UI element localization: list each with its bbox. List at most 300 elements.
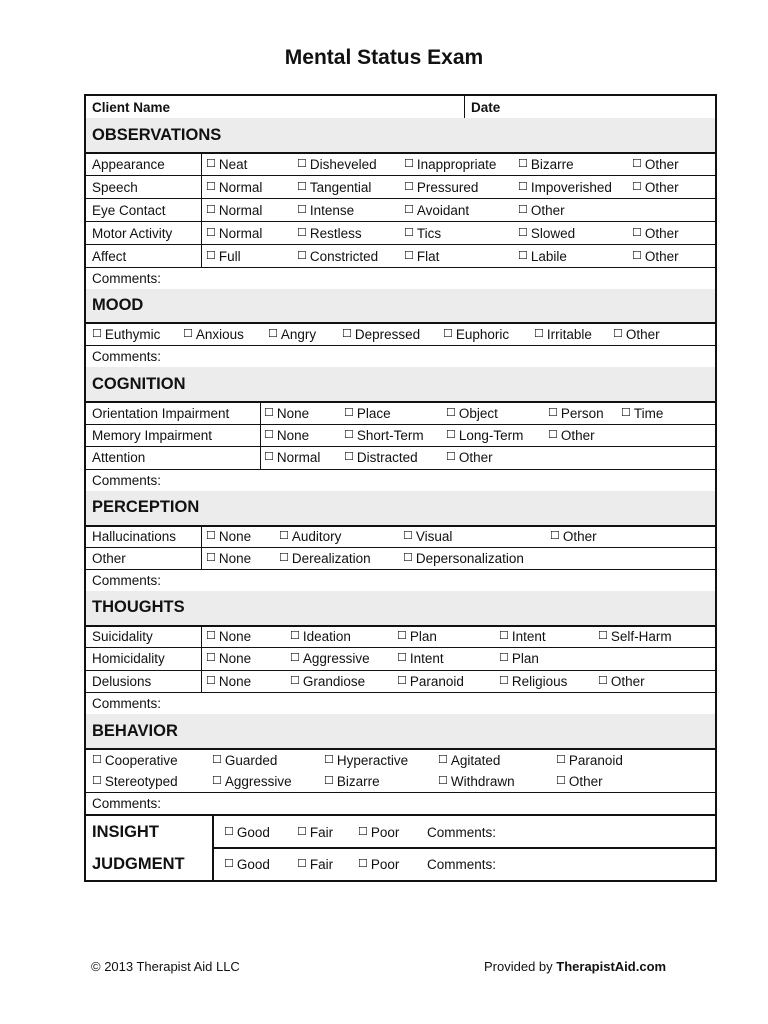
option-label: Short-Term (356, 427, 424, 443)
checkbox-icon[interactable]: ☐ (446, 406, 456, 419)
option-impoverished[interactable] (518, 176, 612, 198)
option-normal[interactable] (206, 176, 262, 198)
row-label: Eye Contact (92, 202, 166, 218)
observations-section-heading: OBSERVATIONS (86, 118, 715, 152)
checkbox-icon[interactable]: ☐ (206, 180, 216, 193)
option-label: Religious (511, 673, 568, 689)
option-label: Depressed (354, 327, 421, 342)
checkbox-icon[interactable]: ☐ (92, 753, 102, 766)
checkbox-icon[interactable]: ☐ (206, 551, 216, 564)
option-label: Visual (415, 529, 453, 544)
option-label: Normal (276, 450, 321, 466)
option-other[interactable] (550, 527, 597, 547)
thoughts-section-heading: THOUGHTS (86, 591, 715, 625)
checkbox-icon[interactable]: ☐ (264, 406, 274, 419)
column-divider (464, 96, 465, 118)
option-label: Pressured (416, 179, 479, 195)
option-none[interactable] (206, 648, 251, 670)
row-label: Memory Impairment (92, 427, 213, 443)
option-label: Derealization (291, 550, 371, 566)
option-neat[interactable] (206, 154, 247, 175)
checkbox-icon[interactable]: ☐ (92, 774, 102, 787)
option-label: Aggressive (224, 773, 292, 789)
option-stereotyped[interactable] (92, 770, 178, 792)
checkbox-icon[interactable]: ☐ (324, 774, 334, 787)
option-label: Labile (530, 248, 567, 264)
option-label: Long-Term (458, 427, 524, 443)
comments-label: Comments: (92, 472, 162, 488)
option-label: Distracted (356, 450, 418, 466)
option-label: Tangential (309, 179, 372, 195)
insight-heading: INSIGHT (92, 822, 159, 841)
checkbox-icon[interactable]: ☐ (499, 674, 509, 687)
row-label: Other (92, 550, 126, 566)
option-label: Disheveled (309, 157, 377, 172)
checkbox-icon[interactable]: ☐ (518, 158, 528, 170)
column-divider (201, 671, 202, 693)
option-short-term[interactable] (344, 425, 424, 447)
row-label: Motor Activity (92, 225, 173, 241)
option-fair[interactable] (297, 816, 333, 848)
option-good[interactable] (224, 816, 270, 848)
option-label: Poor (370, 824, 400, 840)
checkbox-icon[interactable]: ☐ (279, 530, 289, 542)
checkbox-icon[interactable]: ☐ (632, 158, 642, 170)
option-guarded[interactable] (212, 750, 277, 770)
option-derealization[interactable] (279, 548, 371, 569)
option-intense[interactable] (297, 199, 354, 221)
option-ideation[interactable] (290, 627, 351, 648)
option-poor[interactable] (358, 848, 399, 880)
checkbox-icon[interactable]: ☐ (183, 328, 193, 340)
checkbox-icon[interactable]: ☐ (404, 249, 414, 262)
option-label: Euthymic (104, 327, 161, 342)
option-withdrawn[interactable] (438, 770, 515, 792)
option-tangential[interactable] (297, 176, 371, 198)
behavior-options-row (86, 748, 715, 770)
option-label: Good (236, 824, 270, 840)
option-label: Intent (511, 629, 546, 645)
option-label: Other (644, 179, 679, 195)
option-other[interactable] (556, 770, 603, 792)
option-label: Object (458, 405, 498, 421)
option-label: Constricted (309, 248, 379, 264)
checkbox-icon[interactable]: ☐ (613, 328, 623, 340)
option-other[interactable] (632, 245, 679, 267)
option-labile[interactable] (518, 245, 567, 267)
checkbox-icon[interactable]: ☐ (550, 530, 560, 542)
insight-row (86, 814, 715, 848)
checkbox-icon[interactable]: ☐ (534, 328, 544, 340)
option-other[interactable] (446, 447, 493, 469)
client-name-field[interactable] (186, 96, 456, 118)
option-label: Fair (309, 824, 334, 840)
option-fair[interactable] (297, 848, 333, 880)
option-label: Irritable (546, 327, 592, 342)
column-divider (201, 627, 202, 648)
checkbox-icon[interactable]: ☐ (397, 630, 407, 643)
column-divider (260, 403, 261, 424)
checkbox-icon[interactable]: ☐ (446, 428, 456, 441)
checkbox-icon[interactable]: ☐ (297, 249, 307, 262)
option-auditory[interactable] (279, 527, 341, 547)
checkbox-icon[interactable]: ☐ (632, 180, 642, 193)
option-label: Other (530, 202, 565, 218)
option-label: None (218, 529, 252, 544)
option-visual[interactable] (403, 527, 452, 547)
checkbox-icon[interactable]: ☐ (290, 630, 300, 643)
option-label: Stereotyped (104, 773, 178, 789)
insight-comments-label: Comments: (427, 824, 497, 840)
column-divider (212, 816, 214, 848)
column-divider (201, 154, 202, 175)
option-none[interactable] (206, 671, 251, 693)
judgment-comments-label: Comments: (427, 856, 497, 872)
column-divider (201, 527, 202, 547)
option-object[interactable] (446, 403, 498, 424)
option-label: Cooperative (104, 752, 178, 768)
perception-section-heading: PERCEPTION (86, 491, 715, 525)
checkbox-icon[interactable]: ☐ (206, 203, 216, 216)
option-other[interactable] (598, 671, 645, 693)
option-label: Aggressive (302, 651, 370, 667)
observations-row-eye-contact (86, 198, 715, 221)
checkbox-icon[interactable]: ☐ (404, 180, 414, 193)
checkbox-icon[interactable]: ☐ (290, 674, 300, 687)
checkbox-icon[interactable]: ☐ (324, 753, 334, 766)
thoughts-row-delusions (86, 670, 715, 693)
checkbox-icon[interactable]: ☐ (358, 825, 368, 838)
option-label: Normal (218, 202, 263, 218)
option-flat[interactable] (404, 245, 439, 267)
date-label: Date (471, 99, 501, 115)
option-label: Paranoid (568, 752, 623, 768)
option-slowed[interactable] (518, 222, 575, 244)
client-header-row (86, 96, 715, 118)
option-label: Other (610, 673, 645, 689)
option-other[interactable] (632, 222, 679, 244)
option-cooperative[interactable] (92, 750, 178, 770)
option-label: Full (218, 248, 241, 264)
option-agitated[interactable] (438, 750, 500, 770)
comments-label: Comments: (92, 572, 162, 588)
checkbox-icon[interactable]: ☐ (344, 406, 354, 419)
checkbox-icon[interactable]: ☐ (206, 226, 216, 239)
mood-section-heading: MOOD (86, 289, 715, 322)
row-label: Speech (92, 179, 138, 195)
checkbox-icon[interactable]: ☐ (446, 451, 456, 464)
column-divider (201, 176, 202, 198)
checkbox-icon[interactable]: ☐ (632, 249, 642, 262)
checkbox-icon[interactable]: ☐ (621, 406, 631, 419)
option-label: None (276, 427, 310, 443)
checkbox-icon[interactable]: ☐ (632, 226, 642, 239)
checkbox-icon[interactable]: ☐ (403, 530, 413, 542)
option-label: Guarded (224, 752, 278, 768)
option-label: Bizarre (336, 773, 380, 789)
cognition-row-memory-impairment (86, 424, 715, 447)
option-long-term[interactable] (446, 425, 523, 447)
checkbox-icon[interactable]: ☐ (548, 406, 558, 419)
checkbox-icon[interactable]: ☐ (268, 328, 278, 340)
option-label: Fair (309, 856, 334, 872)
checkbox-icon[interactable]: ☐ (404, 203, 414, 216)
option-paranoid[interactable] (397, 671, 464, 693)
checkbox-icon[interactable]: ☐ (598, 630, 608, 643)
checkbox-icon[interactable]: ☐ (297, 203, 307, 216)
row-label: Orientation Impairment (92, 405, 230, 421)
option-label: None (218, 629, 252, 645)
checkbox-icon[interactable]: ☐ (358, 857, 368, 870)
checkbox-icon[interactable]: ☐ (518, 180, 528, 193)
checkbox-icon[interactable]: ☐ (206, 674, 216, 687)
option-label: Normal (218, 179, 263, 195)
client-name-label: Client Name (92, 99, 171, 115)
option-plan[interactable] (397, 627, 437, 648)
row-label: Homicidality (92, 651, 165, 667)
provided-by-text (484, 959, 666, 974)
option-other[interactable] (632, 176, 679, 198)
perception-row-hallucinations (86, 525, 715, 547)
mental-status-form (84, 94, 717, 882)
option-other[interactable] (613, 324, 660, 345)
checkbox-icon[interactable]: ☐ (404, 226, 414, 239)
option-time[interactable] (621, 403, 663, 424)
option-tics[interactable] (404, 222, 441, 244)
comments-row (86, 267, 715, 289)
checkbox-icon[interactable]: ☐ (556, 774, 566, 787)
option-label: Other (625, 327, 660, 342)
thoughts-row-homicidality (86, 647, 715, 670)
option-label: None (276, 405, 310, 421)
option-none[interactable] (206, 627, 251, 648)
option-none[interactable] (206, 527, 251, 547)
checkbox-icon[interactable]: ☐ (344, 428, 354, 441)
comments-row (86, 692, 715, 714)
observations-row-affect (86, 244, 715, 267)
option-bizarre[interactable] (324, 770, 380, 792)
option-euphoric[interactable] (443, 324, 509, 345)
option-label: Depersonalization (415, 550, 524, 566)
option-full[interactable] (206, 245, 241, 267)
checkbox-icon[interactable]: ☐ (397, 674, 407, 687)
thoughts-row-suicidality (86, 625, 715, 648)
checkbox-icon[interactable]: ☐ (598, 674, 608, 687)
checkbox-icon[interactable]: ☐ (443, 328, 453, 340)
observations-row-appearance (86, 152, 715, 175)
column-divider (201, 245, 202, 267)
provided-by-label: Provided by (484, 959, 553, 974)
cognition-row-orientation-impairment (86, 401, 715, 424)
option-restless[interactable] (297, 222, 362, 244)
option-normal[interactable] (206, 222, 262, 244)
option-label: Other (560, 427, 595, 443)
checkbox-icon[interactable]: ☐ (264, 428, 274, 441)
column-divider (201, 222, 202, 244)
option-label: Intent (409, 651, 444, 667)
observations-row-speech (86, 175, 715, 198)
checkbox-icon[interactable]: ☐ (548, 428, 558, 441)
option-label: Bizarre (530, 157, 574, 172)
option-other[interactable] (518, 199, 565, 221)
checkbox-icon[interactable]: ☐ (344, 451, 354, 464)
judgment-row (86, 848, 715, 880)
option-grandiose[interactable] (290, 671, 365, 693)
comments-row (86, 345, 715, 367)
option-label: Auditory (291, 529, 342, 544)
checkbox-icon[interactable]: ☐ (92, 328, 102, 340)
option-normal[interactable] (206, 199, 262, 221)
option-none[interactable] (264, 403, 309, 424)
judgment-heading: JUDGMENT (92, 854, 185, 873)
option-constricted[interactable] (297, 245, 378, 267)
option-other[interactable] (632, 154, 679, 175)
option-none[interactable] (264, 425, 309, 447)
checkbox-icon[interactable]: ☐ (297, 158, 307, 170)
checkbox-icon[interactable]: ☐ (224, 825, 234, 838)
option-hyperactive[interactable] (324, 750, 408, 770)
comments-row (86, 569, 715, 591)
checkbox-icon[interactable]: ☐ (290, 652, 300, 665)
checkbox-icon[interactable]: ☐ (499, 652, 509, 665)
cognition-section-heading: COGNITION (86, 367, 715, 401)
checkbox-icon[interactable]: ☐ (438, 774, 448, 787)
row-label: Delusions (92, 673, 152, 689)
option-anxious[interactable] (183, 324, 244, 345)
option-religious[interactable] (499, 671, 567, 693)
option-disheveled[interactable] (297, 154, 377, 175)
checkbox-icon[interactable]: ☐ (206, 530, 216, 542)
option-label: Person (560, 405, 604, 421)
option-normal[interactable] (264, 447, 320, 469)
checkbox-icon[interactable]: ☐ (264, 451, 274, 464)
checkbox-icon[interactable]: ☐ (206, 652, 216, 665)
checkbox-icon[interactable]: ☐ (212, 774, 222, 787)
option-label: Good (236, 856, 270, 872)
checkbox-icon[interactable]: ☐ (297, 857, 307, 870)
option-label: Other (458, 450, 493, 466)
checkbox-icon[interactable]: ☐ (297, 226, 307, 239)
checkbox-icon[interactable]: ☐ (206, 249, 216, 262)
option-label: Withdrawn (450, 773, 515, 789)
checkbox-icon[interactable]: ☐ (403, 551, 413, 564)
checkbox-icon[interactable]: ☐ (206, 630, 216, 643)
row-label: Suicidality (92, 629, 153, 645)
option-depersonalization[interactable] (403, 548, 524, 569)
checkbox-icon[interactable]: ☐ (206, 158, 216, 170)
option-label: Plan (409, 629, 437, 645)
option-label: Other (644, 157, 679, 172)
option-irritable[interactable] (534, 324, 592, 345)
checkbox-icon[interactable]: ☐ (342, 328, 352, 340)
option-label: Slowed (530, 225, 576, 241)
option-distracted[interactable] (344, 447, 418, 469)
option-paranoid[interactable] (556, 750, 623, 770)
mood-options-row (86, 322, 715, 345)
checkbox-icon[interactable]: ☐ (297, 825, 307, 838)
checkbox-icon[interactable]: ☐ (212, 753, 222, 766)
brand-name: TherapistAid.com (556, 959, 667, 974)
checkbox-icon[interactable]: ☐ (224, 857, 234, 870)
date-field[interactable] (511, 96, 711, 118)
checkbox-icon[interactable]: ☐ (518, 249, 528, 262)
option-label: Grandiose (302, 673, 366, 689)
option-person[interactable] (548, 403, 604, 424)
option-label: Ideation (302, 629, 351, 645)
checkbox-icon[interactable]: ☐ (499, 630, 509, 643)
checkbox-icon[interactable]: ☐ (518, 226, 528, 239)
option-euthymic[interactable] (92, 324, 160, 345)
option-angry[interactable] (268, 324, 316, 345)
option-label: Other (568, 773, 603, 789)
column-divider (201, 648, 202, 670)
column-divider (212, 848, 214, 880)
option-place[interactable] (344, 403, 391, 424)
option-label: Intense (309, 202, 355, 218)
option-label: Plan (511, 651, 539, 667)
option-none[interactable] (206, 548, 251, 569)
row-divider (212, 847, 715, 849)
option-label: Time (633, 405, 664, 421)
column-divider (260, 425, 261, 447)
option-label: Agitated (450, 752, 501, 768)
option-label: Inappropriate (416, 157, 497, 172)
option-label: None (218, 651, 252, 667)
option-bizarre[interactable] (518, 154, 574, 175)
option-intent[interactable] (397, 648, 444, 670)
option-pressured[interactable] (404, 176, 478, 198)
option-label: Normal (218, 225, 263, 241)
option-label: Tics (416, 225, 442, 241)
option-label: Neat (218, 157, 248, 172)
option-aggressive[interactable] (290, 648, 370, 670)
option-label: Paranoid (409, 673, 464, 689)
option-good[interactable] (224, 848, 270, 880)
option-poor[interactable] (358, 816, 399, 848)
checkbox-icon[interactable]: ☐ (279, 551, 289, 564)
option-plan[interactable] (499, 648, 539, 670)
row-label: Hallucinations (92, 529, 177, 544)
option-label: None (218, 673, 252, 689)
option-label: Restless (309, 225, 362, 241)
option-aggressive[interactable] (212, 770, 292, 792)
checkbox-icon[interactable]: ☐ (556, 753, 566, 766)
option-self-harm[interactable] (598, 627, 672, 648)
option-label: Other (644, 225, 679, 241)
option-intent[interactable] (499, 627, 546, 648)
checkbox-icon[interactable]: ☐ (397, 652, 407, 665)
row-label: Affect (92, 248, 127, 264)
option-other[interactable] (548, 425, 595, 447)
checkbox-icon[interactable]: ☐ (297, 180, 307, 193)
option-inappropriate[interactable] (404, 154, 496, 175)
option-label: Euphoric (455, 327, 510, 342)
checkbox-icon[interactable]: ☐ (518, 203, 528, 216)
option-label: Impoverished (530, 179, 612, 195)
option-label: Avoidant (416, 202, 470, 218)
cognition-row-attention (86, 446, 715, 469)
copyright-text: © 2013 Therapist Aid LLC (91, 959, 240, 974)
comments-row (86, 792, 715, 814)
checkbox-icon[interactable]: ☐ (438, 753, 448, 766)
page-title: Mental Status Exam (284, 46, 484, 69)
option-avoidant[interactable] (404, 199, 469, 221)
behavior-options-row (86, 770, 715, 792)
checkbox-icon[interactable]: ☐ (404, 158, 414, 170)
option-label: None (218, 550, 252, 566)
row-label: Appearance (92, 157, 165, 172)
option-depressed[interactable] (342, 324, 420, 345)
